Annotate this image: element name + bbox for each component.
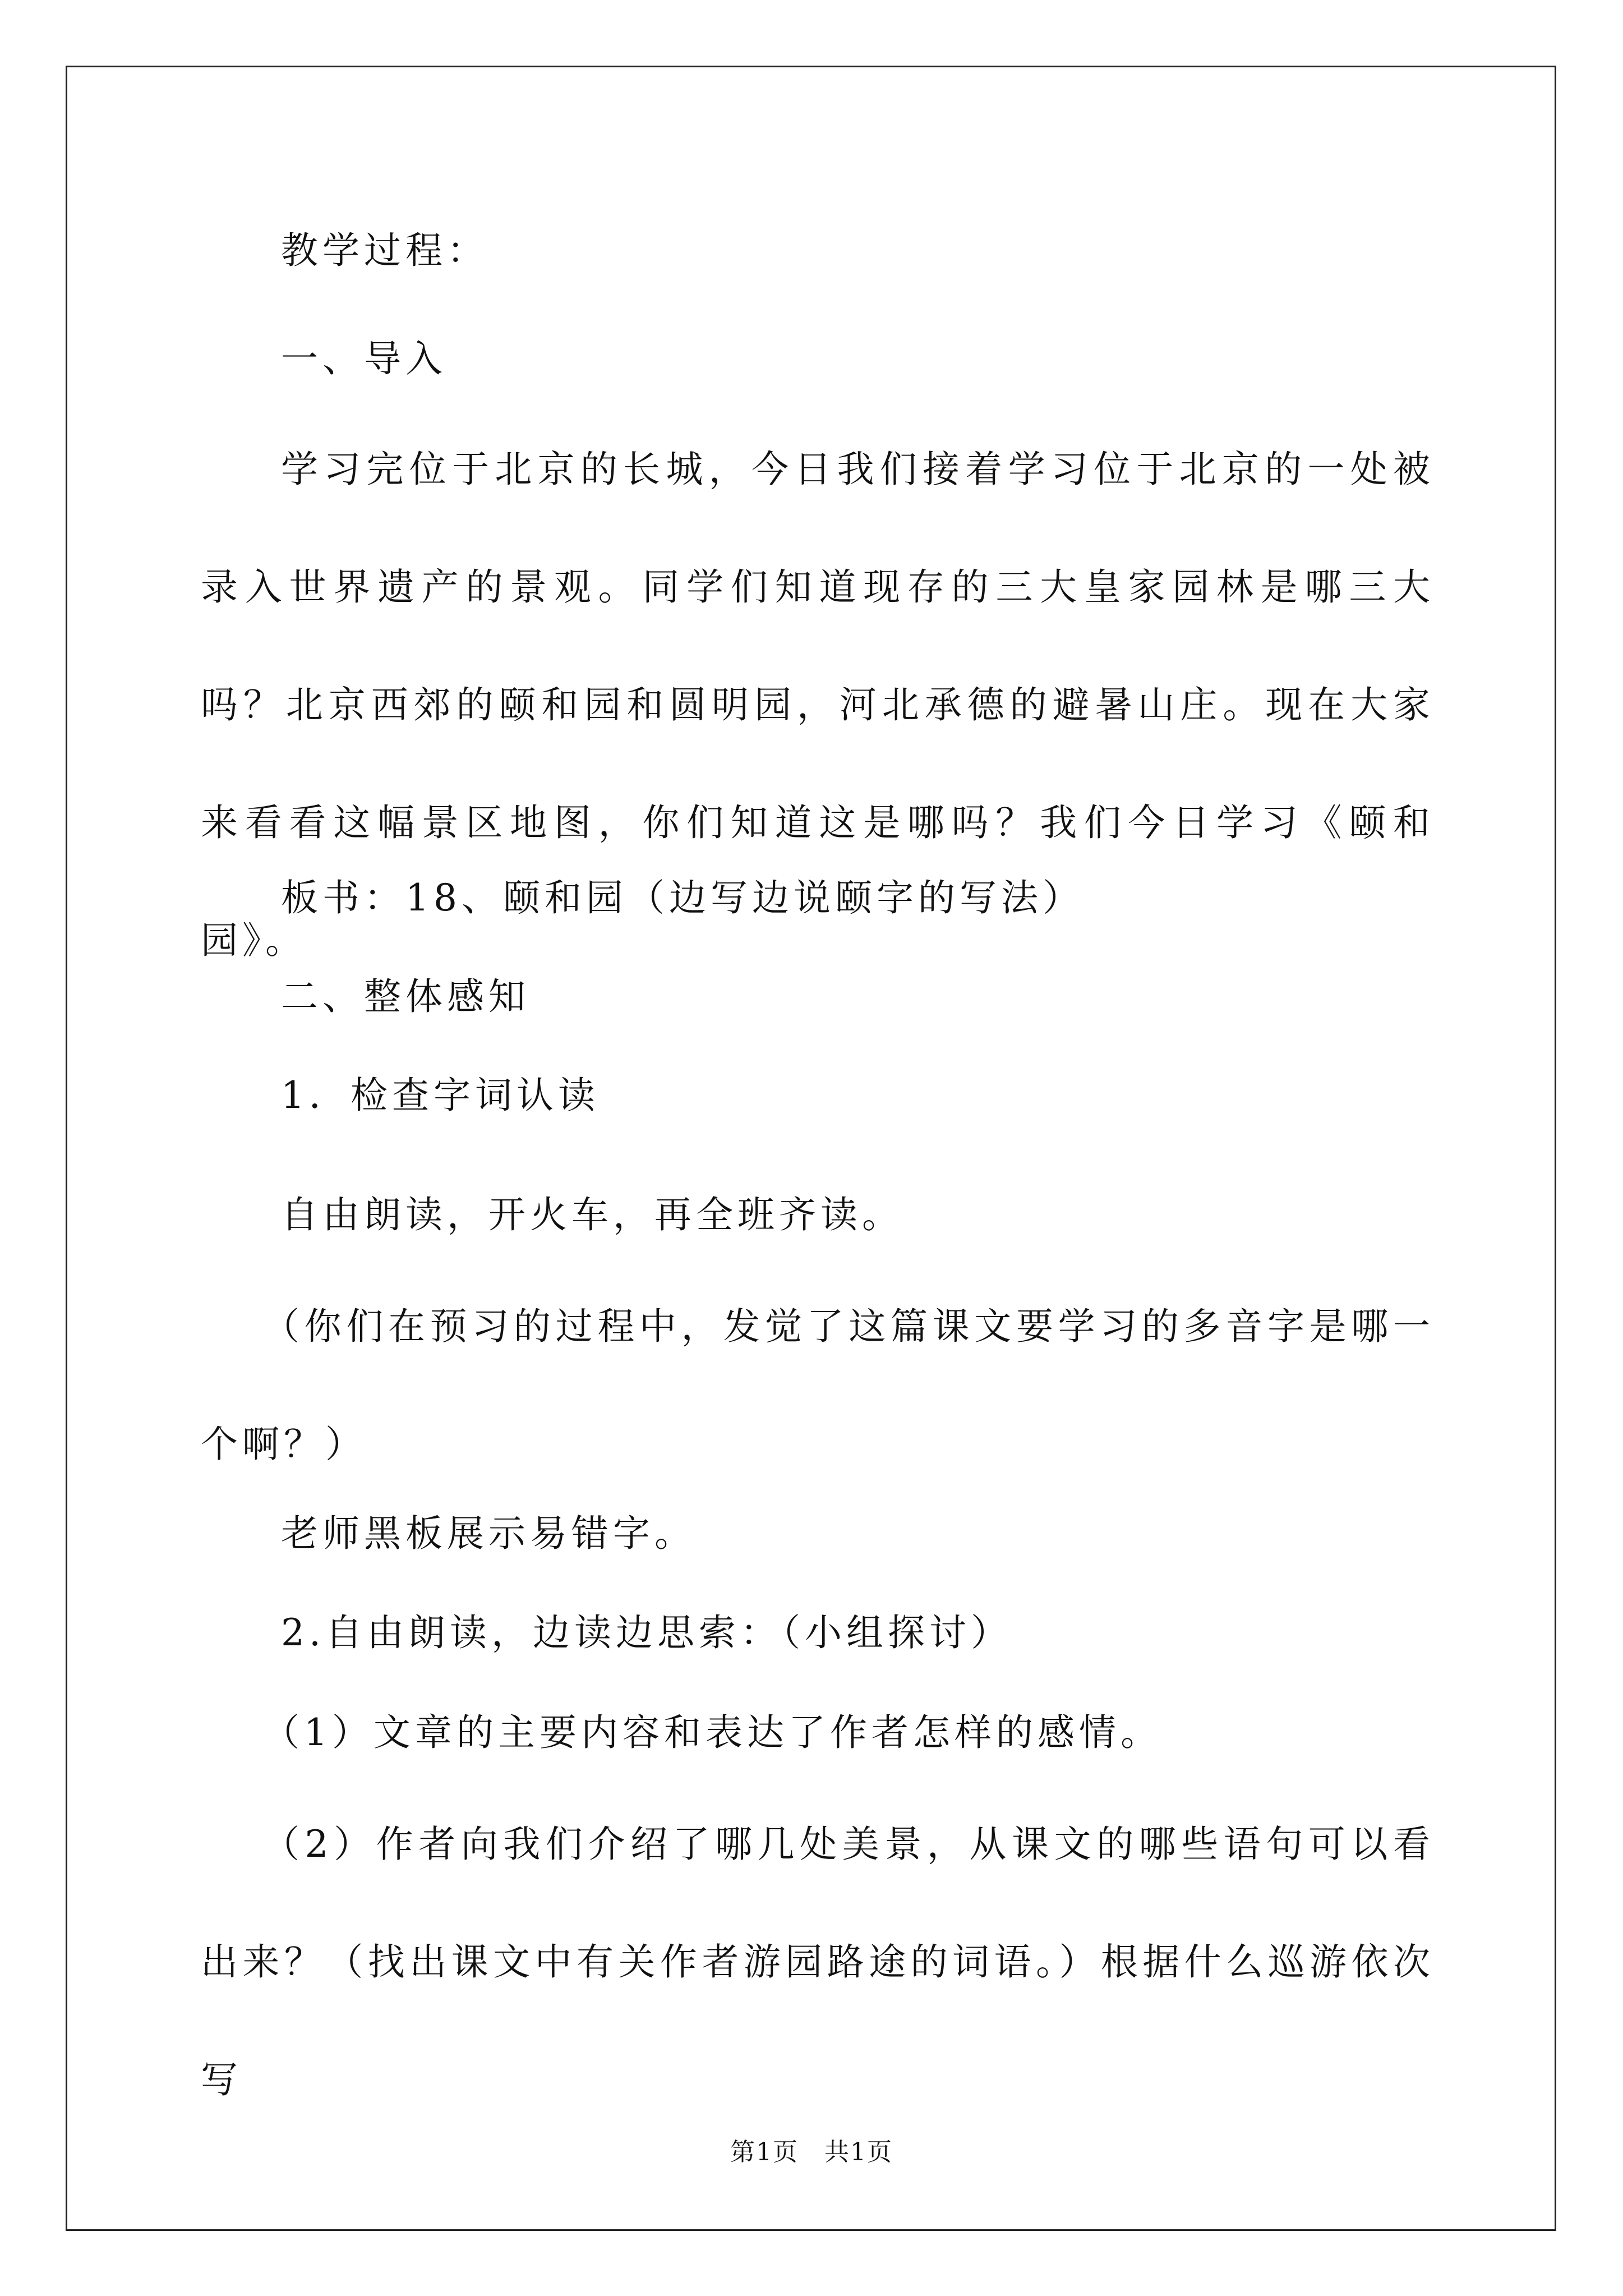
section-heading-intro: 一、导入 — [281, 337, 447, 380]
item-question-1: （1）文章的主要内容和表达了作者怎样的感情。 — [262, 1711, 1162, 1754]
heading-teaching-process: 教学过程： — [281, 229, 488, 272]
section-heading-overall: 二、整体感知 — [281, 975, 530, 1018]
item-free-reading: 2.自由朗读，边读边思索：（小组探讨） — [281, 1611, 1012, 1654]
paragraph-reading: 自由朗读，开火车，再全班齐读。 — [281, 1193, 903, 1236]
paragraph-blackboard: 板书：18、颐和园（边写边说颐字的写法） — [281, 876, 1084, 919]
item-check-words: 1．检查字词认读 — [281, 1074, 600, 1117]
page-footer: 第1页 共1页 — [730, 2138, 893, 2166]
item-question-2: （2）作者向我们介绍了哪几处美景，从课文的哪些语句可以看出来？（找出课文中有关作者游园路途的词语。）根据什么巡游依次写 — [201, 1823, 1435, 2101]
paragraph-teacher: 老师黑板展示易错字。 — [281, 1512, 696, 1555]
paragraph-intro: 学习完位于北京的长城，今日我们接着学习位于北京的一处被录入世界遗产的景观。同学们知道现存的三大皇家园林是哪三大吗？北京西郊的颐和园和圆明园，河北承德的避暑山庄。现在大家来看看这幅景区地图，你们知道这是哪吗？我们今日学习《颐和园》。 — [201, 448, 1435, 962]
paragraph-question: （你们在预习的过程中，发觉了这篇课文要学习的多音字是哪一个啊？） — [201, 1305, 1435, 1466]
